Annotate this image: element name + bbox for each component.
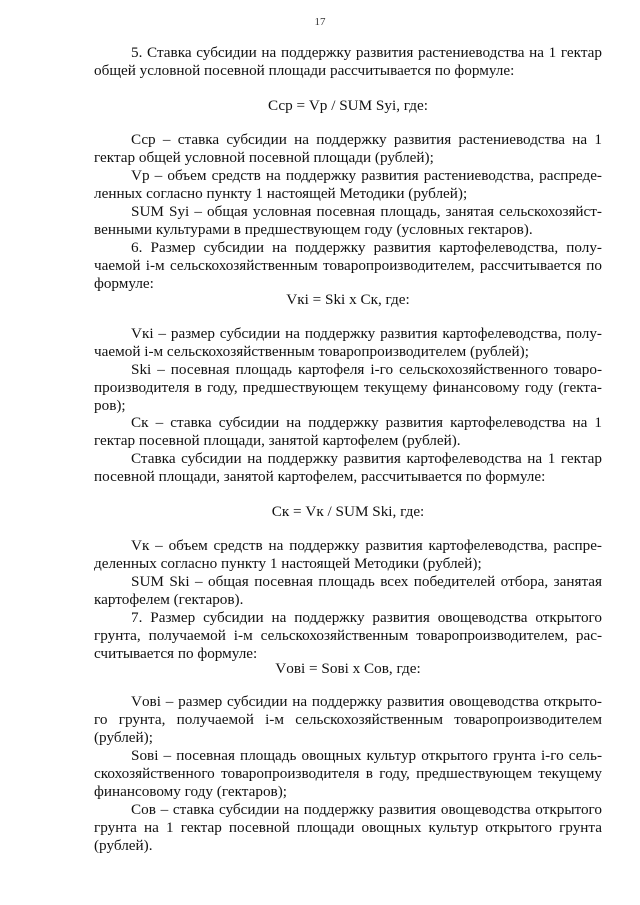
text-line: деленных согласно пункту 1 настоящей Методики (рублей);: [94, 555, 482, 572]
text-line: картофелем (гектаров).: [94, 591, 244, 608]
text-line: скохозяйственного товаропроизводителя в году, предшествующем текущему: [94, 765, 602, 782]
text-line: общей условной посевной площади рассчитывается по формуле:: [94, 62, 515, 79]
page-number: 17: [314, 16, 326, 28]
text-line: грунта, получаемой i-м сельскохозяйственным товаропроизводителем, рас-: [94, 627, 602, 644]
text-line: посевной площади, занятой картофелем, рассчитывается по формуле:: [94, 468, 546, 485]
text-line: (рублей).: [94, 837, 153, 854]
text-line: Ski – посевная площадь картофеля i-го сельскохозяйственного товаро-: [131, 361, 602, 378]
text-line: Vкi – размер субсидии на поддержку развития картофелеводства, полу-: [131, 325, 602, 342]
text-line: Vк – объем средств на поддержку развития картофелеводства, распре-: [131, 537, 602, 554]
text-line: ленных согласно пункту 1 настоящей Методики (рублей);: [94, 185, 468, 202]
text-line: чаемой i-м сельскохозяйственным товаропроизводителем (рублей);: [94, 343, 529, 360]
formula-line: Vовi = Sовi x Сов, где:: [275, 660, 421, 677]
text-line: грунта на 1 гектар посевной площади овощных культур открытого грунта: [94, 819, 602, 836]
text-line: ров);: [94, 397, 126, 414]
text-line: чаемой i-м сельскохозяйственным товаропроизводителем, рассчитывается по: [94, 257, 602, 274]
formula-line: Vкi = Ski x Ск, где:: [286, 291, 410, 308]
text-line: производителя в году, предшествующем текущему финансовому году (гекта-: [94, 379, 602, 396]
text-line: 6. Размер субсидии на поддержку развития картофелеводства, полу-: [131, 239, 602, 256]
text-line: Сср – ставка субсидии на поддержку развития растениеводства на 1: [131, 131, 602, 148]
text-line: гектар посевной площади, занятой картофелем (рублей).: [94, 432, 461, 449]
text-line: го грунта, получаемой i-м сельскохозяйственным товаропроизводителем: [94, 711, 602, 728]
text-line: финансовому году (гектаров);: [94, 783, 288, 800]
text-line: Sовi – посевная площадь овощных культур открытого грунта i-го сель-: [131, 747, 602, 764]
text-line: считывается по формуле:: [94, 645, 258, 662]
formula-line: Ск = Vк / SUM Ski, где:: [271, 503, 425, 520]
text-line: венными культурами в предшествующем году (условных гектаров).: [94, 221, 533, 238]
text-line: формуле:: [94, 275, 154, 292]
text-line: SUM Ski – общая посевная площадь всех победителей отбора, занятая: [131, 573, 602, 590]
text-line: SUM Syi – общая условная посевная площадь, занятая сельскохозяйст-: [131, 203, 602, 220]
text-line: Ск – ставка субсидии на поддержку развития картофелеводства на 1: [131, 414, 602, 431]
text-line: (рублей);: [94, 729, 153, 746]
formula-line: Сср = Vр / SUM Syi, где:: [268, 97, 428, 114]
text-line: 5. Ставка субсидии на поддержку развития растениеводства на 1 гектар: [131, 44, 602, 61]
text-line: 7. Размер субсидии на поддержку развития овощеводства открытого: [131, 609, 602, 626]
text-line: гектар общей условной посевной площади (рублей);: [94, 149, 434, 166]
text-line: Vовi – размер субсидии на поддержку развития овощеводства открыто-: [131, 693, 602, 710]
text-line: Vр – объем средств на поддержку развития растениеводства, распреде-: [131, 167, 602, 184]
text-line: Сов – ставка субсидии на поддержку развития овощеводства открытого: [131, 801, 602, 818]
text-line: Ставка субсидии на поддержку развития картофелеводства на 1 гектар: [131, 450, 602, 467]
